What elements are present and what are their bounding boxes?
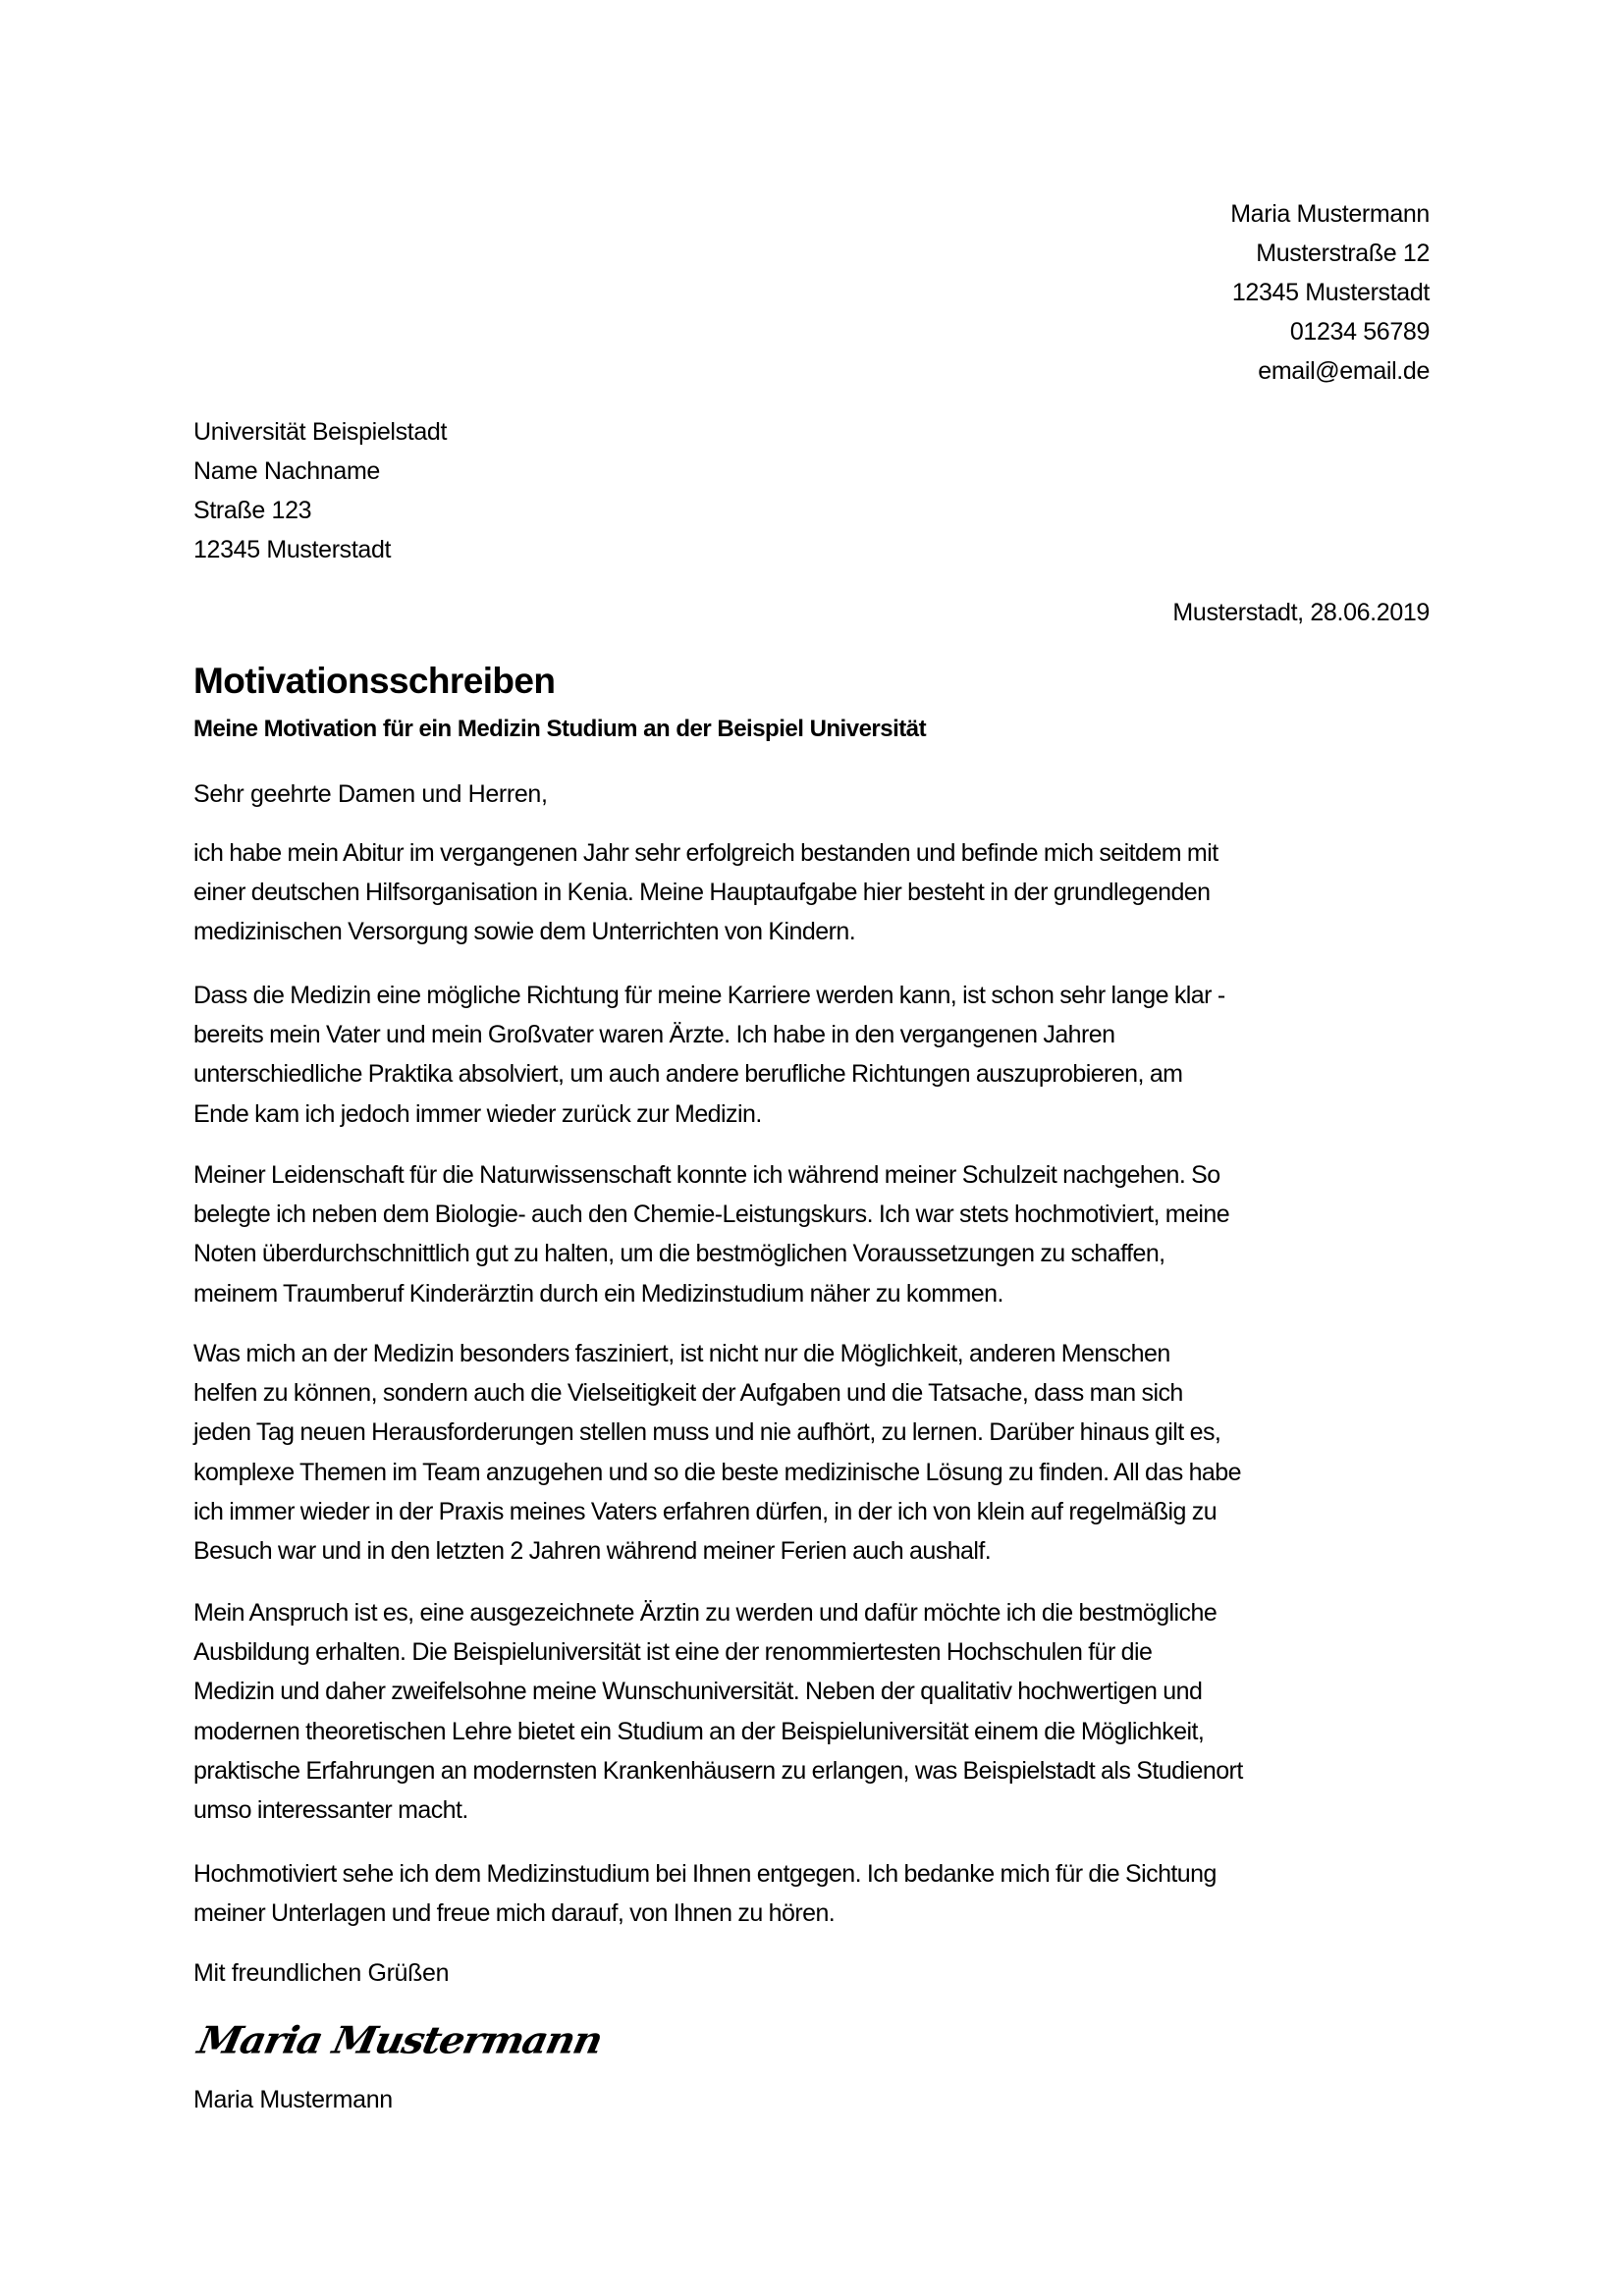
date-line: Musterstadt, 28.06.2019 — [1172, 599, 1430, 626]
paragraph-line: umso interessanter macht. — [193, 1795, 468, 1824]
recipient-institution: Universität Beispielstadt — [193, 418, 448, 446]
paragraph-line: ich habe mein Abitur im vergangenen Jahr sehr erfolgreich bestanden und befinde mich seitdem mit — [193, 839, 1218, 867]
sender-name: Maria Mustermann — [1230, 200, 1430, 228]
paragraph-line: einer deutschen Hilfsorganisation in Kenia. Meine Hauptaufgabe hier besteht in der grundlegenden — [193, 879, 1211, 907]
paragraph-line: meinem Traumberuf Kinderärztin durch ein Medizinstudium näher zu kommen. — [193, 1279, 1003, 1308]
paragraph-line: Meiner Leidenschaft für die Naturwissenschaft konnte ich während meiner Schulzeit nachgehen. So — [193, 1161, 1220, 1189]
body-paragraph-4 — [193, 1334, 1433, 1571]
paragraph-line: Ausbildung erhalten. Die Beispieluniversität ist eine der renommiertesten Hochschulen für die — [193, 1638, 1153, 1667]
paragraph-line: belegte ich neben dem Biologie- auch den Chemie-Leistungskurs. Ich war stets hochmotiviert, meine — [193, 1201, 1230, 1229]
body-paragraph-2 — [193, 976, 1433, 1134]
sender-street: Musterstraße 12 — [1256, 240, 1430, 267]
paragraph-line: Besuch war und in den letzten 2 Jahren während meiner Ferien auch aushalf. — [193, 1536, 992, 1565]
paragraph-line: komplexe Themen im Team anzugehen und so die beste medizinische Lösung zu finden. All das habe — [193, 1458, 1241, 1486]
letter-subtitle: Meine Motivation für ein Medizin Studium an der Beispiel Universität — [193, 716, 927, 742]
sender-phone: 01234 56789 — [1289, 318, 1430, 346]
recipient-street: Straße 123 — [193, 497, 312, 524]
paragraph-line: Hochmotiviert sehe ich dem Medizinstudium bei Ihnen entgegen. Ich bedanke mich für die Sichtung — [193, 1860, 1217, 1888]
handwritten-signature: Maria Mustermann — [193, 2018, 606, 2063]
recipient-name: Name Nachname — [193, 457, 380, 485]
paragraph-line: Mein Anspruch ist es, eine ausgezeichnete Ärztin zu werden und dafür möchte ich die bestmögliche — [193, 1599, 1218, 1627]
greeting: Sehr geehrte Damen und Herren, — [193, 780, 548, 808]
body-paragraph-6 — [193, 1854, 1433, 1933]
paragraph-line: unterschiedliche Praktika absolviert, um auch andere berufliche Richtungen auszuprobieren, am — [193, 1060, 1183, 1089]
paragraph-line: Ende kam ich jedoch immer wieder zurück zur Medizin. — [193, 1099, 762, 1128]
body-paragraph-3 — [193, 1155, 1433, 1313]
recipient-city: 12345 Musterstadt — [193, 536, 392, 563]
paragraph-line: Was mich an der Medizin besonders fasziniert, ist nicht nur die Möglichkeit, anderen Menschen — [193, 1340, 1170, 1367]
paragraph-line: Noten überdurchschnittlich gut zu halten, um die bestmöglichen Voraussetzungen zu schaffen, — [193, 1240, 1165, 1268]
paragraph-line: medizinischen Versorgung sowie dem Unterrichten von Kindern. — [193, 918, 856, 946]
paragraph-line: modernen theoretischen Lehre bietet ein Studium an der Beispieluniversität einem die Möglichkeit, — [193, 1717, 1205, 1745]
paragraph-line: meiner Unterlagen und freue mich darauf, von Ihnen zu hören. — [193, 1899, 836, 1928]
sender-city: 12345 Musterstadt — [1231, 279, 1430, 306]
closing-phrase: Mit freundlichen Grüßen — [193, 1959, 450, 1987]
paragraph-line: bereits mein Vater und mein Großvater waren Ärzte. Ich habe in den vergangenen Jahren — [193, 1021, 1115, 1049]
sender-email: email@email.de — [1258, 357, 1430, 385]
paragraph-line: Medizin und daher zweifelsohne meine Wunschuniversität. Neben der qualitativ hochwertigen und — [193, 1678, 1203, 1706]
body-paragraph-5 — [193, 1593, 1433, 1830]
paragraph-line: helfen zu können, sondern auch die Vielseitigkeit der Aufgaben und die Tatsache, dass man sich — [193, 1379, 1183, 1408]
letter-title: Motivationsschreiben — [193, 661, 556, 701]
paragraph-line: praktische Erfahrungen an modernsten Krankenhäusern zu erlangen, was Beispielstadt als Studienort — [193, 1756, 1243, 1785]
paragraph-line: Dass die Medizin eine mögliche Richtung für meine Karriere werden kann, ist schon sehr lange klar - — [193, 982, 1225, 1009]
paragraph-line: ich immer wieder in der Praxis meines Vaters erfahren dürfen, in der ich von klein auf regelmäßig zu — [193, 1497, 1218, 1525]
paragraph-line: jeden Tag neuen Herausforderungen stellen muss und nie aufhört, zu lernen. Darüber hinaus gilt es, — [193, 1418, 1221, 1447]
body-paragraph-1 — [193, 833, 1433, 952]
printed-name: Maria Mustermann — [193, 2086, 393, 2113]
